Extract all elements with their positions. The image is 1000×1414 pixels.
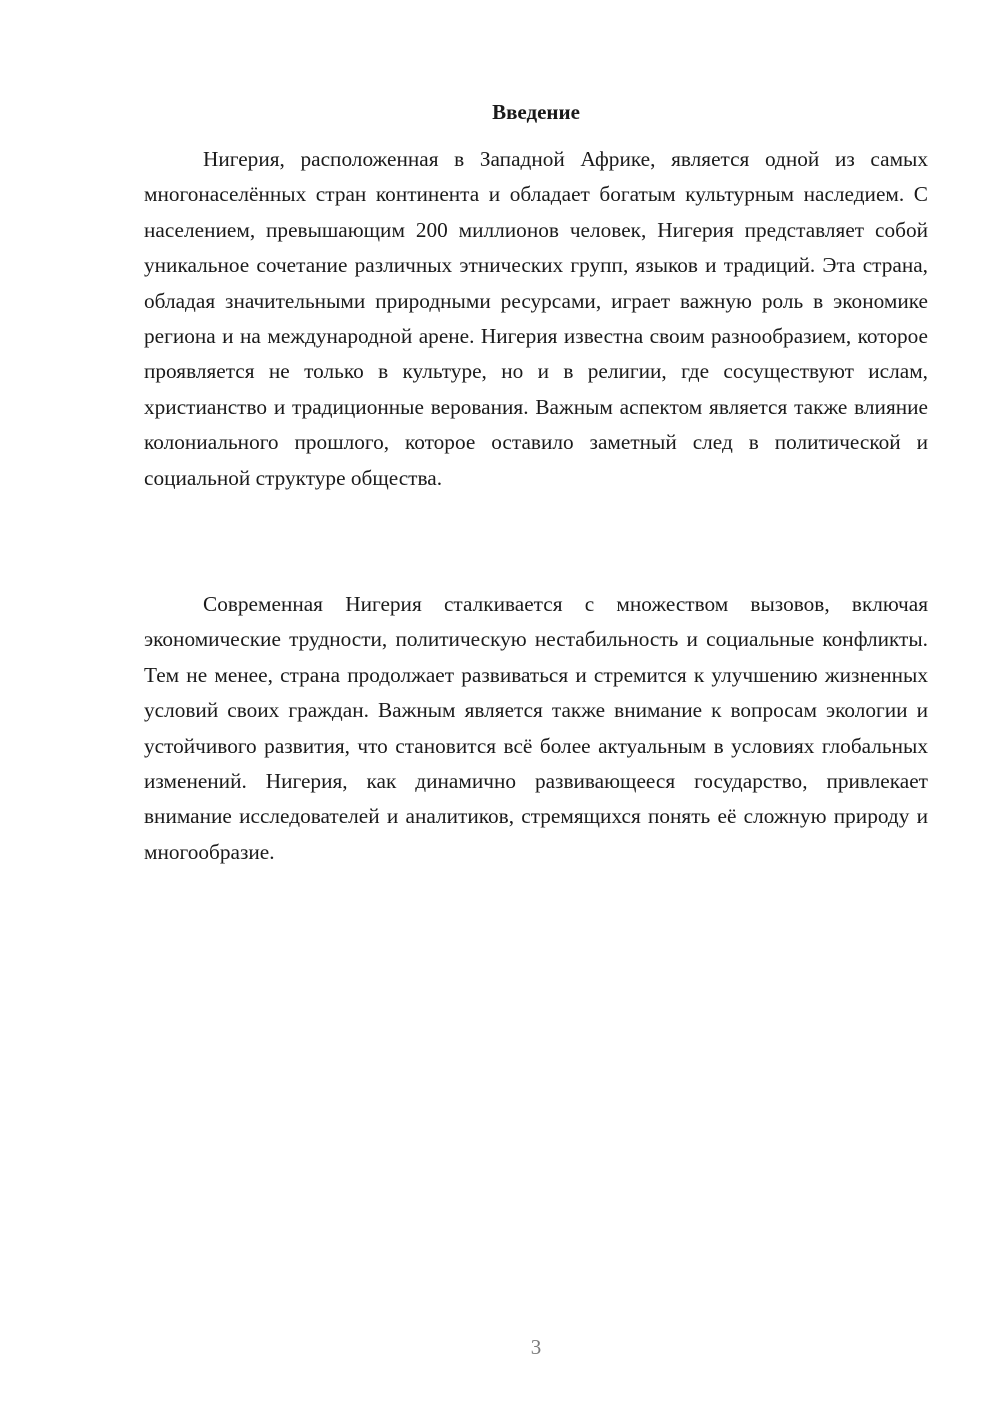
- section-heading: Введение: [492, 100, 580, 124]
- paragraph-challenges: Современная Нигерия сталкивается с множеством вызовов, включая экономические трудности, политическую нестабильность и социальные конфликты. Тем не менее, страна продолжает развиваться и стремится к улучшению жизненных условий своих граждан. Важным является также внимание к вопросам экологии и устойчивого развития, что становится всё более актуальным в условиях глобальных изменений. Нигерия, как динамично развивающееся государство, привлекает внимание исследователей и аналитиков, стремящихся понять её сложную природу и многообразие.: [144, 592, 928, 864]
- paragraph-intro: Нигерия, расположенная в Западной Африке, является одной из самых многонаселённых стран континента и обладает богатым культурным наследием. С населением, превышающим 200 миллионов человек, Нигерия представляет собой уникальное сочетание различных этнических групп, языков и традиций. Эта страна, обладая значительными природными ресурсами, играет важную роль в экономике региона и на международной арене. Нигерия известна своим разнообразием, которое проявляется не только в культуре, но и в религии, где сосуществуют ислам, христианство и традиционные верования. Важным аспектом является также влияние колониального прошлого, которое оставило заметный след в политической и социальной структуре общества.: [144, 147, 928, 490]
- page-number: 3: [530, 1335, 542, 1359]
